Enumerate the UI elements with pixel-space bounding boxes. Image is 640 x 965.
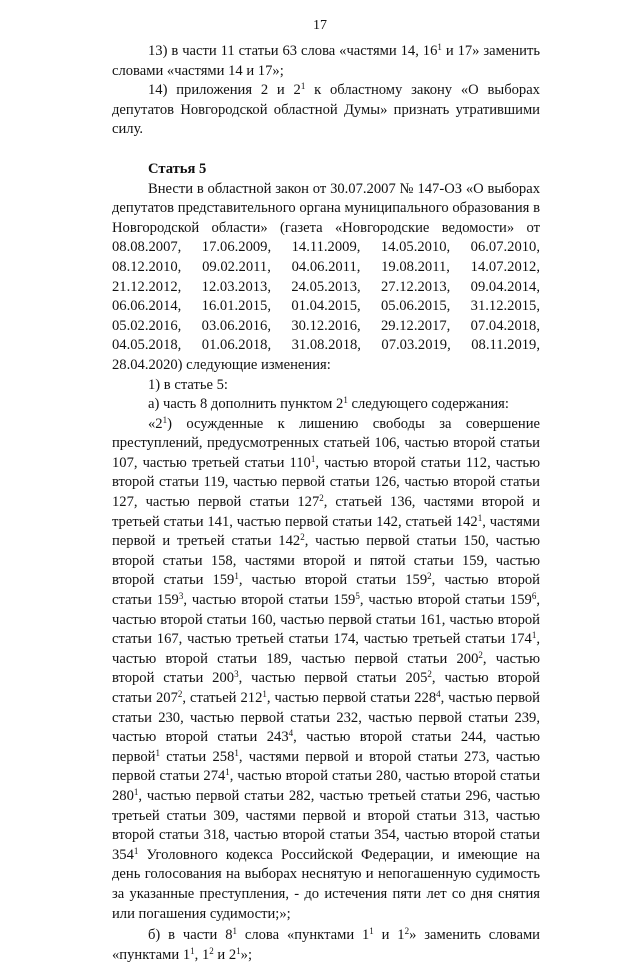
superscript: 3 <box>178 591 184 602</box>
text-run: к областному закону «О выборах депутатов Новгородской областной Думы» признать утратившими силу. <box>112 82 540 138</box>
text-run: » заменить словами «пунктами 1 <box>112 927 540 963</box>
superscript: 1 <box>310 453 316 464</box>
superscript: 1 <box>133 786 139 797</box>
superscript: 1 <box>234 571 239 582</box>
superscript: 4 <box>288 728 294 739</box>
superscript: 1 <box>234 747 239 758</box>
superscript: 2 <box>300 532 305 543</box>
superscript: 2 <box>177 689 183 699</box>
text-run: , частью первой статьи 282, частью третьей статьи 296, частью третьей статьи 309, частями первой и второй статьи 313, частью второй статьи 318, частью второй статьи 354, частью второй статьи 354 <box>112 787 540 863</box>
text-run: и 2 <box>213 946 237 963</box>
paragraph-item-1: 1) в статье 5: <box>148 376 228 393</box>
text-run: , частью второй статьи 280, частью второй статьи 280 <box>112 768 540 804</box>
paragraph-item-a <box>112 395 540 415</box>
text-run: Уголовного кодекса Российской Федерации, и имеющие на день голосования на выборах неснятую и непогашенную судимость за указанные преступления, - до истечения пяти лет со дня снятия или погашения судимости;»; <box>112 846 540 922</box>
text-run: , частью второй статьи 159 <box>238 572 428 589</box>
superscript: 5 <box>355 591 360 602</box>
text-run: , частью второй статьи 207 <box>112 670 540 706</box>
text-run: «2 <box>148 415 163 432</box>
paragraph-item-b <box>112 926 540 965</box>
text-run: , частью второй статьи 159 <box>112 572 540 609</box>
text-run: »; <box>240 946 252 963</box>
superscript: 2 <box>319 493 324 504</box>
text-run: ) осужденные к лишению свободы за совершение преступлений, предусмотренных статьей 106, частью второй статьи 107, частью третьей статьи 110 <box>112 415 540 471</box>
text-run: б) в части 8 <box>148 927 233 944</box>
superscript: 6 <box>531 591 537 602</box>
text-run: , частью первой статьи 150, частью второй статьи 158, частями второй и пятой статьи 159, частью второй статьи 159 <box>112 533 540 589</box>
text-run: , частями первой и третьей статьи 142 <box>112 513 540 550</box>
superscript: 1 <box>343 395 348 406</box>
superscript: 1 <box>437 42 442 52</box>
superscript: 1 <box>162 414 168 425</box>
superscript: 1 <box>225 767 230 778</box>
superscript: 1 <box>531 630 537 641</box>
text-run: слова «пунктами 1 <box>237 927 370 944</box>
text-run: и 17» заменить словами «частями 14 и 17»; <box>112 43 540 79</box>
paragraph-clause-2-1 <box>112 415 540 924</box>
superscript: 3 <box>234 669 239 680</box>
text-run: 14) приложения 2 и 2 <box>148 82 301 99</box>
text-run: , 1 <box>194 946 210 963</box>
text-run: , статьей 212 <box>182 690 263 706</box>
superscript: 1 <box>262 689 267 699</box>
superscript: 1 <box>155 747 160 758</box>
text-run: , частью первой статьи 230, частью первой статьи 232, частью первой статьи 239, частью второй статьи 243 <box>112 690 540 746</box>
article-heading: Статья 5 <box>148 160 207 177</box>
superscript: 1 <box>369 926 374 937</box>
superscript: 2 <box>478 649 483 660</box>
superscript: 2 <box>427 669 432 680</box>
superscript: 4 <box>436 689 441 699</box>
superscript: 1 <box>190 945 195 956</box>
page-number: 17 <box>313 18 327 33</box>
text-run: , статьей 136, частями второй и третьей статьи 141, частью первой статьи 142, статьей 142 <box>112 494 541 530</box>
text-run: , частью второй статьи 159 <box>359 592 532 609</box>
document-body <box>112 42 540 965</box>
text-run: , частью второй статьи 160, частью первой статьи 161, частью второй статьи 167, частью третьей статьи 174, частью третьей статьи 174 <box>112 592 540 648</box>
text-run: статьи 258 <box>159 748 235 765</box>
text-run: , частью второй статьи 189, частью первой статьи 200 <box>112 631 540 667</box>
superscript: 2 <box>427 571 432 582</box>
text-run: , частью первой статьи 205 <box>238 670 428 687</box>
text-run: , частью первой статьи 228 <box>266 690 437 706</box>
text-run: , частями первой и второй статьи 273, частью первой статьи 274 <box>112 748 541 785</box>
text-run: , частью второй статьи 244, частью первой <box>112 729 540 765</box>
text-run: и 1 <box>373 927 405 944</box>
text-run: следующего содержания: <box>347 396 509 413</box>
text-run: 13) в части 11 статьи 63 слова «частями 14, 16 <box>148 43 438 59</box>
paragraph-14 <box>112 81 540 140</box>
text-run: , частью второй статьи 112, частью второй статьи 119, частью первой статьи 126, частью второй статьи 127, частью первой статьи 127 <box>112 454 540 511</box>
superscript: 1 <box>236 945 241 956</box>
superscript: 1 <box>133 845 139 856</box>
text-run: , частью второй статьи 159 <box>183 592 356 609</box>
superscript: 1 <box>232 926 238 937</box>
text-run: , частью второй статьи 200 <box>112 650 541 687</box>
paragraph-intro: Внести в областной закон от 30.07.2007 № 147-ОЗ «О выборах депутатов представительного органа муниципального образования в Новгородской области» (газета «Новгородские ведомости» от 08.08.2007, 17.06.2009, 14.11.2009, 14.05.2010, 06.07.2010, 08.12.2010, 09.02.2011, 04.06.2011, 19.08.2011, 14.07.2012, 21.12.2012, 12.03.2013, 24.05.2013, 27.12.2013, 09.04.2014, 06.06.2014, 16.01.2015, 01.04.2015, 05.06.2015, 31.12.2015, 05.02.2016, 03.06.2016, 30.12.2016, 29.12.2017, 07.04.2018, 04.05.2018, 01.06.2018, 31.08.2018, 07.03.2019, 08.11.2019, 28.04.2020) следующие изменения: <box>112 180 540 373</box>
text-run: а) часть 8 дополнить пунктом 2 <box>148 396 344 413</box>
superscript: 1 <box>477 512 483 523</box>
superscript: 1 <box>300 81 306 92</box>
paragraph-13 <box>112 42 540 81</box>
superscript: 2 <box>404 926 410 937</box>
superscript: 2 <box>209 945 214 956</box>
